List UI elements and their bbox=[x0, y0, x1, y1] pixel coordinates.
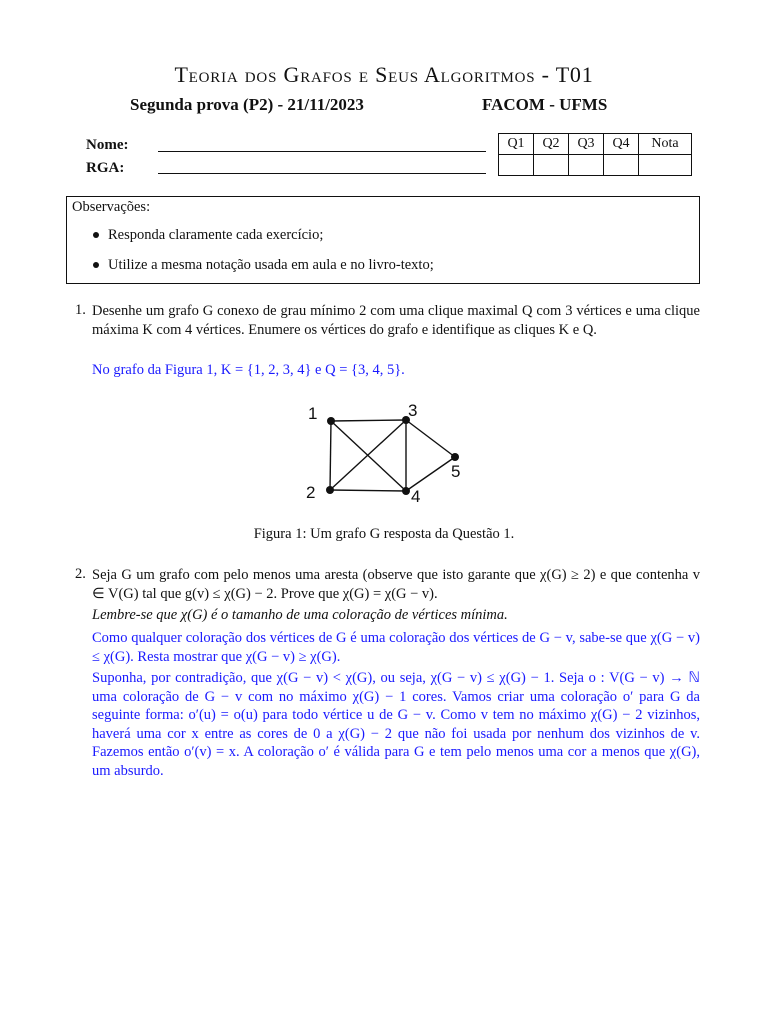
name-field[interactable] bbox=[158, 151, 486, 152]
question-1-statement: Desenhe um grafo G conexo de grau mínimo 2 com uma clique maximal Q com 3 vértices e uma clique máxima K com 4 vértices. Enumere os vértices do grafo e identifique as cliques K e Q. bbox=[92, 303, 700, 338]
edge-1-4 bbox=[331, 421, 406, 491]
vertex-label-1: 1 bbox=[308, 404, 318, 423]
vertex-5 bbox=[451, 453, 459, 461]
grade-header-q2: Q2 bbox=[534, 134, 569, 155]
grade-cell-nota[interactable] bbox=[639, 155, 692, 176]
observations-box bbox=[66, 196, 700, 284]
rga-label: RGA: bbox=[86, 160, 125, 176]
grade-cell-q3[interactable] bbox=[569, 155, 604, 176]
vertex-label-4: 4 bbox=[411, 487, 421, 506]
name-label: Nome: bbox=[86, 137, 129, 153]
vertex-label-3: 3 bbox=[408, 401, 418, 420]
edge-1-2 bbox=[330, 421, 331, 490]
grade-cell-q2[interactable] bbox=[534, 155, 569, 176]
vertex-label-5: 5 bbox=[451, 462, 461, 481]
question-1-answer: No grafo da Figura 1, K = {1, 2, 3, 4} e Q = {3, 4, 5}. bbox=[92, 362, 405, 378]
institution: FACOM - UFMS bbox=[482, 95, 608, 114]
observation-item-2 bbox=[93, 257, 434, 274]
edge-2-4 bbox=[330, 490, 406, 491]
figure-caption: Figura 1: Um grafo G resposta da Questão 1. bbox=[253, 526, 515, 542]
graph-figure bbox=[290, 395, 480, 515]
grade-header-nota: Nota bbox=[639, 134, 692, 155]
rga-field[interactable] bbox=[158, 173, 486, 174]
question-2-number: 2. bbox=[75, 566, 86, 582]
question-1-number: 1. bbox=[75, 302, 86, 318]
edge-4-5 bbox=[406, 457, 455, 491]
grades-table bbox=[498, 133, 692, 176]
grade-header-q4: Q4 bbox=[604, 134, 639, 155]
edge-1-3 bbox=[331, 420, 406, 421]
edge-3-5 bbox=[406, 420, 455, 457]
observations-title: Observações: bbox=[72, 199, 151, 215]
grades-header-row bbox=[499, 134, 692, 155]
grade-cell-q4[interactable] bbox=[604, 155, 639, 176]
vertex-1 bbox=[327, 417, 335, 425]
bullet-icon bbox=[93, 232, 99, 238]
vertex-2 bbox=[326, 486, 334, 494]
bullet-icon bbox=[93, 262, 99, 268]
observation-item-1 bbox=[93, 227, 323, 244]
observation-text: Utilize a mesma notação usada em aula e no livro-texto; bbox=[108, 257, 434, 273]
grade-header-q3: Q3 bbox=[569, 134, 604, 155]
observation-text: Responda claramente cada exercício; bbox=[108, 227, 324, 243]
document-title: Teoria dos Grafos e Seus Algoritmos - T01 bbox=[174, 62, 594, 87]
exam-subtitle: Segunda prova (P2) - 21/11/2023 bbox=[130, 95, 364, 114]
question-2-answer-part-1: Como qualquer coloração dos vértices de G é uma coloração dos vértices de G − v, sabe-se que χ(G − v) ≤ χ(G). Resta mostrar que χ(G − v) ≥ χ(G). bbox=[92, 630, 700, 665]
question-2-answer-part-2: Suponha, por contradição, que χ(G − v) < χ(G), ou seja, χ(G − v) ≤ χ(G) − 1. Seja o : V(G − v) → ℕ uma coloração de G − v com no máximo χ(G) − 1 cores. Vamos criar uma coloração o′ para G da seguinte forma: o′(u) = o(u) para todo vértice u de G − v. Como v tem no máximo χ(G) − 2 vizinhos, haverá uma cor x entre as cores de 0 a χ(G) − 2 que não foi usada por nenhum dos vizinhos de v. Fazemos então o′(v) = x. A coloração o′ é válida para G e tem pelo menos uma cor a menos que χ(G), um absurdo. bbox=[92, 670, 700, 779]
question-2-hint: Lembre-se que χ(G) é o tamanho de uma coloração de vértices mínima. bbox=[92, 607, 508, 623]
vertex-label-2: 2 bbox=[306, 483, 316, 502]
grades-value-row bbox=[499, 155, 692, 176]
grade-header-q1: Q1 bbox=[499, 134, 534, 155]
question-2-statement: Seja G um grafo com pelo menos uma aresta (observe que isto garante que χ(G) ≥ 2) e que contenha v ∈ V(G) tal que g(v) ≤ χ(G) − 2. Prove que χ(G) = χ(G − v). bbox=[92, 567, 700, 602]
grade-cell-q1[interactable] bbox=[499, 155, 534, 176]
vertex-4 bbox=[402, 487, 410, 495]
